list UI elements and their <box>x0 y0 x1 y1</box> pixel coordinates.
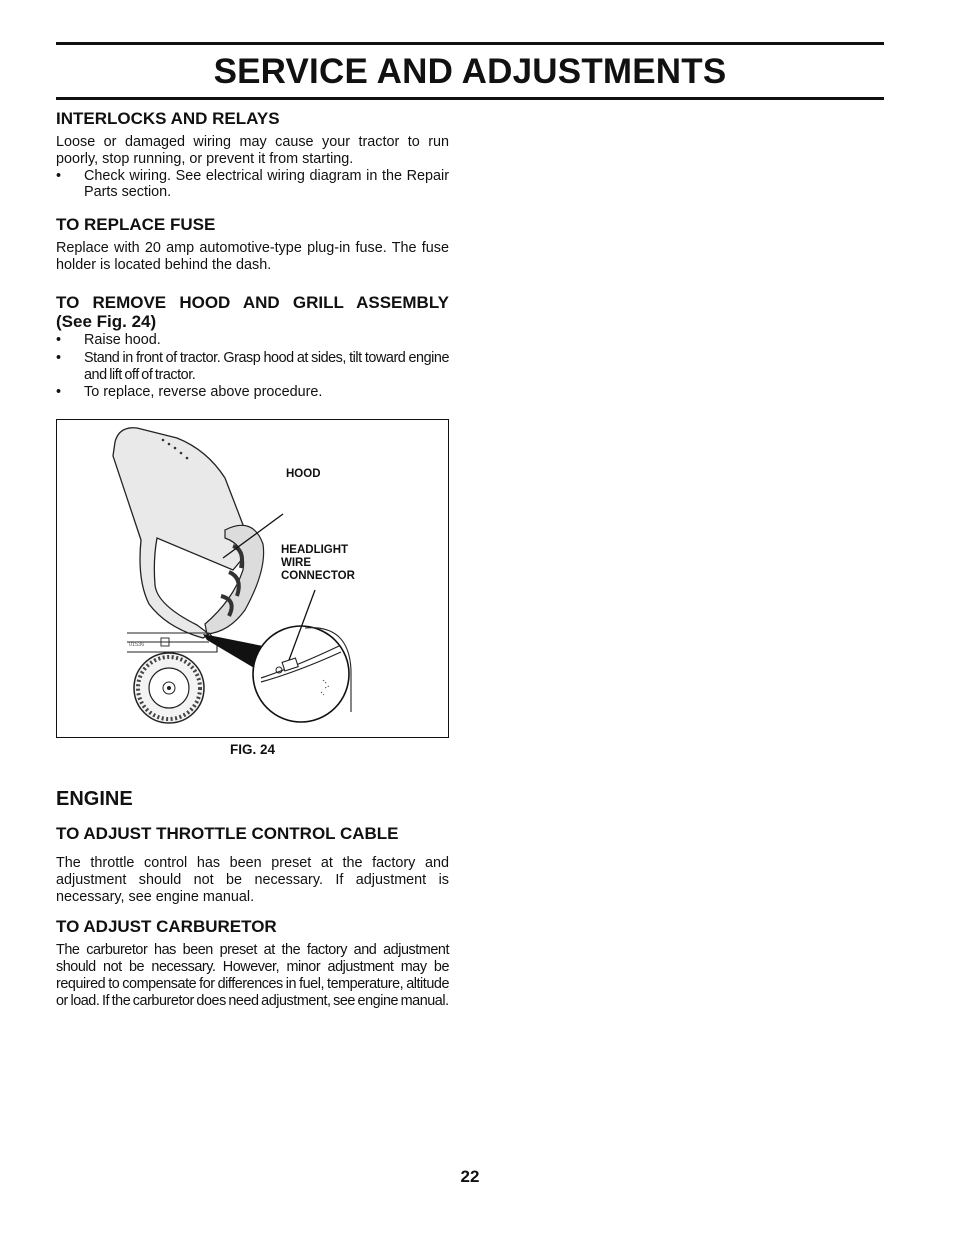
headlight-wire-connector-label: HEADLIGHT WIRE CONNECTOR <box>281 544 355 582</box>
interlocks-bullet-list <box>56 168 449 201</box>
bullet-glyph: • <box>56 349 61 366</box>
page-number: 22 <box>460 1167 480 1186</box>
hood-vent-dot <box>174 447 177 450</box>
figure-24-frame <box>56 419 449 738</box>
throttle-heading: TO ADJUST THROTTLE CONTROL CABLE <box>56 824 399 843</box>
carburetor-heading: TO ADJUST CARBURETOR <box>56 917 277 937</box>
list-item: • Raise hood. <box>56 332 161 349</box>
interlocks-body: Loose or damaged wiring may cause your tractor to run poorly, stop running, or prevent it from starting. <box>56 134 449 167</box>
hood-heading <box>56 293 449 331</box>
hood-heading-line2: (See Fig. 24) <box>56 312 157 332</box>
figure-caption: FIG. 24 <box>229 742 275 757</box>
list-item: • Stand in front of tractor. Grasp hood at sides, tilt toward engine and lift off of tractor. <box>56 349 449 383</box>
left-column <box>56 106 449 401</box>
part-number: 01536 <box>129 642 145 648</box>
fuse-heading: TO REPLACE FUSE <box>56 214 216 234</box>
page-title: SERVICE AND ADJUSTMENTS <box>213 52 727 91</box>
hood-bullet-list <box>56 332 449 400</box>
bullet-glyph: • <box>56 332 62 349</box>
engine-section <box>56 788 449 1010</box>
hood-vent-dot <box>186 457 189 460</box>
hood-vent-dot <box>162 439 165 442</box>
wheel-hub-center <box>167 686 171 690</box>
list-item: • To replace, reverse above procedure. <box>56 384 323 401</box>
hood-vent-dot <box>180 452 183 455</box>
interlocks-heading: INTERLOCKS AND RELAYS <box>56 109 280 128</box>
detail-magnifier-circle <box>253 626 349 722</box>
throttle-body: The throttle control has been preset at the factory and adjustment should not be necessary. If adjustment is necessary, see engine manual. <box>56 855 449 905</box>
bullet-glyph: • <box>56 167 62 184</box>
page-title-bar <box>56 42 884 100</box>
hood-vent-dot <box>168 443 171 446</box>
hood-heading-line1: TO REMOVE HOOD AND GRILL ASSEMBLY <box>56 293 449 313</box>
list-item: • Check wiring. See electrical wiring diagram in the Repair Parts section. <box>56 167 449 201</box>
engine-heading: ENGINE <box>56 788 133 810</box>
hood-label: HOOD <box>286 468 321 480</box>
fuse-body: Replace with 20 amp automotive-type plug-in fuse. The fuse holder is located behind the dash. <box>56 239 449 273</box>
hood-removal-illustration <box>57 420 448 737</box>
bullet-glyph: • <box>56 384 62 401</box>
carburetor-body: The carburetor has been preset at the factory and adjustment should not be necessary. However, minor adjustment may be required to compensate for differences in fuel, temperature, altitude or load. If the carburetor does need adjustment, see engine manual. <box>56 942 449 1009</box>
